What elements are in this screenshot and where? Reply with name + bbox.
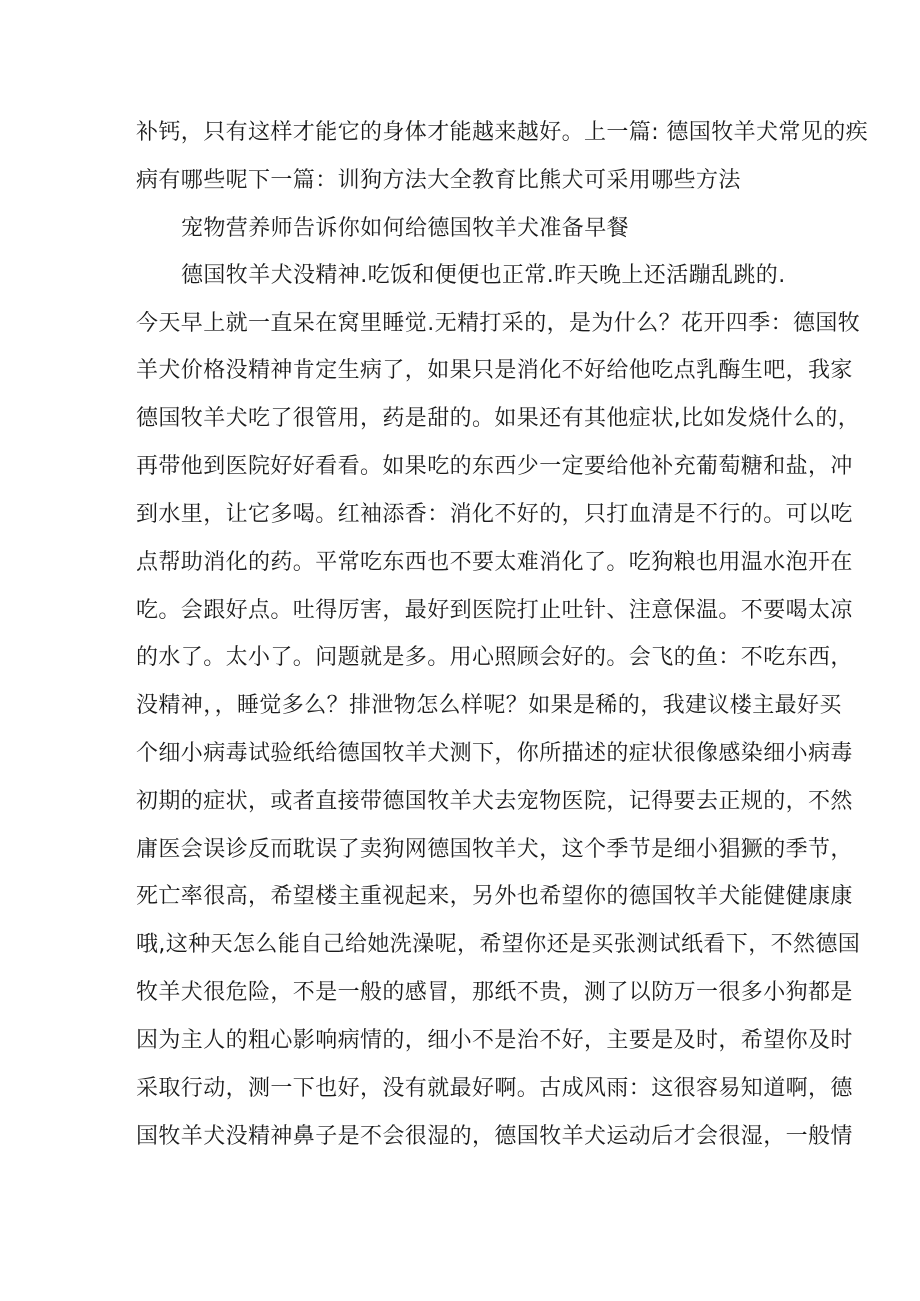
text-line: 个细小病毒试验纸给德国牧羊犬测下，你所描述的症状很像感染细小病毒 [136, 741, 853, 766]
text-line: 到水里，让它多喝。红袖添香：消化不好的，只打血清是不行的。可以吃 [136, 502, 853, 527]
text-line: 点帮助消化的药。平常吃东西也不要太难消化了。吃狗粮也用温水泡开在 [136, 550, 853, 575]
text-line: 死亡率很高，希望楼主重视起来，另外也希望你的德国牧羊犬能健健康康 [136, 884, 853, 909]
text-line: 没精神，，睡觉多么？排泄物怎么样呢？如果是稀的，我建议楼主最好买 [136, 693, 842, 718]
text-line: 补钙，只有这样才能它的身体才能越来越好。上一篇: 德国牧羊犬常见的疾 [136, 120, 869, 145]
text-line: 初期的症状，或者直接带德国牧羊犬去宠物医院，记得要去正规的，不然 [136, 789, 853, 814]
text-line: 今天早上就一直呆在窝里睡觉.无精打采的，是为什么？花开四季：德国牧 [136, 311, 861, 336]
text-line: 因为主人的粗心影响病情的，细小不是治不好，主要是及时，希望你及时 [136, 1028, 853, 1053]
text-line: 吃。会跟好点。吐得厉害，最好到医院打止吐针、注意保温。不要喝太凉 [136, 598, 853, 623]
text-line: 采取行动，测一下也好，没有就最好啊。古成风雨：这很容易知道啊，德 [136, 1076, 853, 1101]
text-line: 德国牧羊犬没精神.吃饭和便便也正常.昨天晚上还活蹦乱跳的. [181, 263, 786, 288]
text-line: 国牧羊犬没精神鼻子是不会很湿的，德国牧羊犬运动后才会很湿，一般情 [136, 1124, 853, 1149]
text-line: 再带他到医院好好看看。如果吃的东西少一定要给他补充葡萄糖和盐，冲 [136, 454, 853, 479]
text-line: 牧羊犬很危险，不是一般的感冒，那纸不贵，测了以防万一很多小狗都是 [136, 980, 853, 1005]
text-line: 德国牧羊犬吃了很管用，药是甜的。如果还有其他症状,比如发烧什么的， [136, 406, 861, 431]
text-line: 羊犬价格没精神肯定生病了，如果只是消化不好给他吃点乳酶生吧，我家 [136, 358, 853, 383]
text-line: 庸医会误诊反而耽误了卖狗网德国牧羊犬，这个季节是细小猖獗的季节， [136, 837, 853, 862]
section-heading: 宠物营养师告诉你如何给德国牧羊犬准备早餐 [181, 216, 630, 241]
text-line: 哦,这种天怎么能自己给她洗澡呢，希望你还是买张测试纸看下，不然德国 [136, 932, 861, 957]
text-line: 的水了。太小了。问题就是多。用心照顾会好的。会飞的鱼：不吃东西， [136, 645, 853, 670]
text-line: 病有哪些呢下一篇：训狗方法大全教育比熊犬可采用哪些方法 [136, 168, 741, 193]
